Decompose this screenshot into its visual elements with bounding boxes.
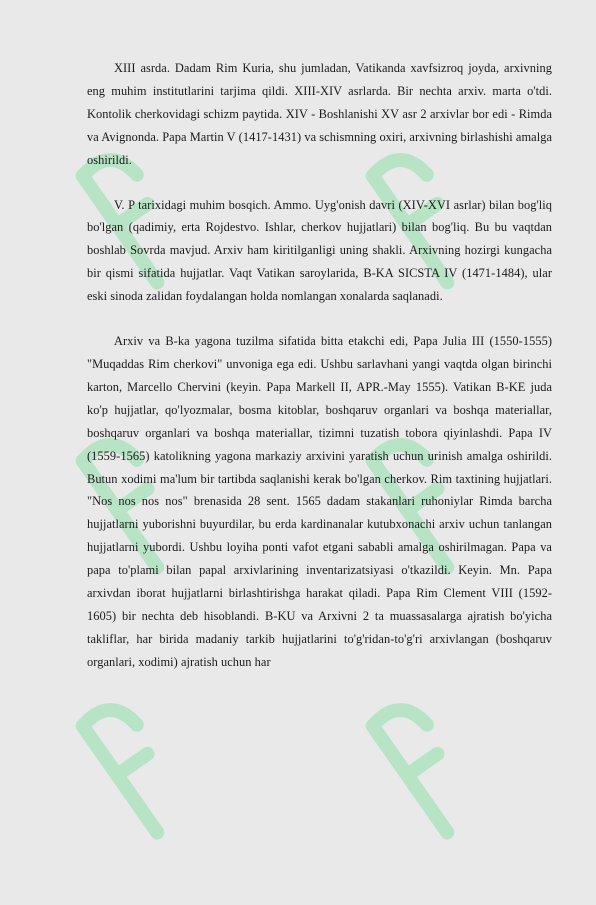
watermark-logo [70, 660, 220, 900]
paragraph: Arxiv va B-ka yagona tuzilma sifatida bitta etakchi edi, Papa Julia III (1550-1555) "Muqaddas Rim cherkovi" unvoniga ega edi. Ushbu sarlavhani yangi vaqtda olgan birinchi karton, Marcello Chervini (keyin. Papa Markell II, APR.-May 1555). Vatikan B-KE juda ko'p hujjatlar, qo'lyozmalar, bosma kitoblar, boshqaruv organlari va boshqa materiallar, boshqaruv organlari va boshqa materiallar, tizimni tuzatish tobora qiyinlashdi. Papa IV (1559-1565) katolikning yagona markaziy arxivini yaratish uchun urinish amalga oshirildi. Butun xodimi ma'lum bir tartibda saqlanishi kerak bo'lgan cherkov. Rim taxtining hujjatlari. "Nos nos nos nos" brenasida 28 sent. 1565 dadam stakanlari ruhoniylar Rimda barcha hujjatlarni yuborishni buyurdilar, bu erda kardinanalar kutubxonachi arxiv uchun tanlangan hujjatlarni yubordi. Ushbu loyiha ponti vafot etgani sababli amalga oshirilmagan. Papa va papa to'plami bilan papal arxivlarining inventarizatsiyasi o'tkazildi. Keyin. Mn. Papa arxivdan iborat hujjatlarni birlashtirishga harakat qiladi. Papa Rim Clement VIII (1592-1605) bir nechta deb hisoblandi. B-KU va Arxivni 2 ta muassasalarga ajratish bo'yicha takliflar, har birida madaniy tarkib hujjatlarini to'g'ridan-to'g'ri arxivlangan (boshqaruv organlari, xodimi) ajratish uchun har [87, 334, 552, 669]
document-body [87, 57, 552, 674]
watermark-graphic [70, 660, 220, 900]
watermark-graphic [360, 660, 510, 900]
paragraph: V. P tarixidagi muhim bosqich. Ammo. Uyg'onish davri (XIV-XVI asrlar) bilan bog'liq bo'lgan (qadimiy, erta Rojdestvo. Ishlar, cherkov hujjatlari) bilan bog'liq. Bu bu vaqtdan boshlab Sovrda mavjud. Arxiv ham kiritilganligi uning shakli. Arxivning hozirgi kungacha bir qismi sifatida hujjatlar. Vaqt Vatikan saroylarida, B-KA SICSTA IV (1471-1484), ular eski sinoda zalidan foydalangan holda nomlangan xonalarda saqlanadi. [87, 197, 552, 304]
watermark-logo [360, 660, 510, 900]
paragraph: XIII asrda. Dadam Rim Kuria, shu jumladan, Vatikanda xavfsizroq joyda, arxivning eng muhim institutlarini tarjima qildi. XIII-XIV asrlarda. Bir nechta arxiv. marta o'tdi. Kontolik cherkovidagi schizm paytida. XIV - Boshlanishi XV asr 2 arxivlar bor edi - Rimda va Avignonda. Papa Martin V (1417-1431) va schismning oxiri, arxivning birlashishi amalga oshirildi. [87, 61, 552, 167]
